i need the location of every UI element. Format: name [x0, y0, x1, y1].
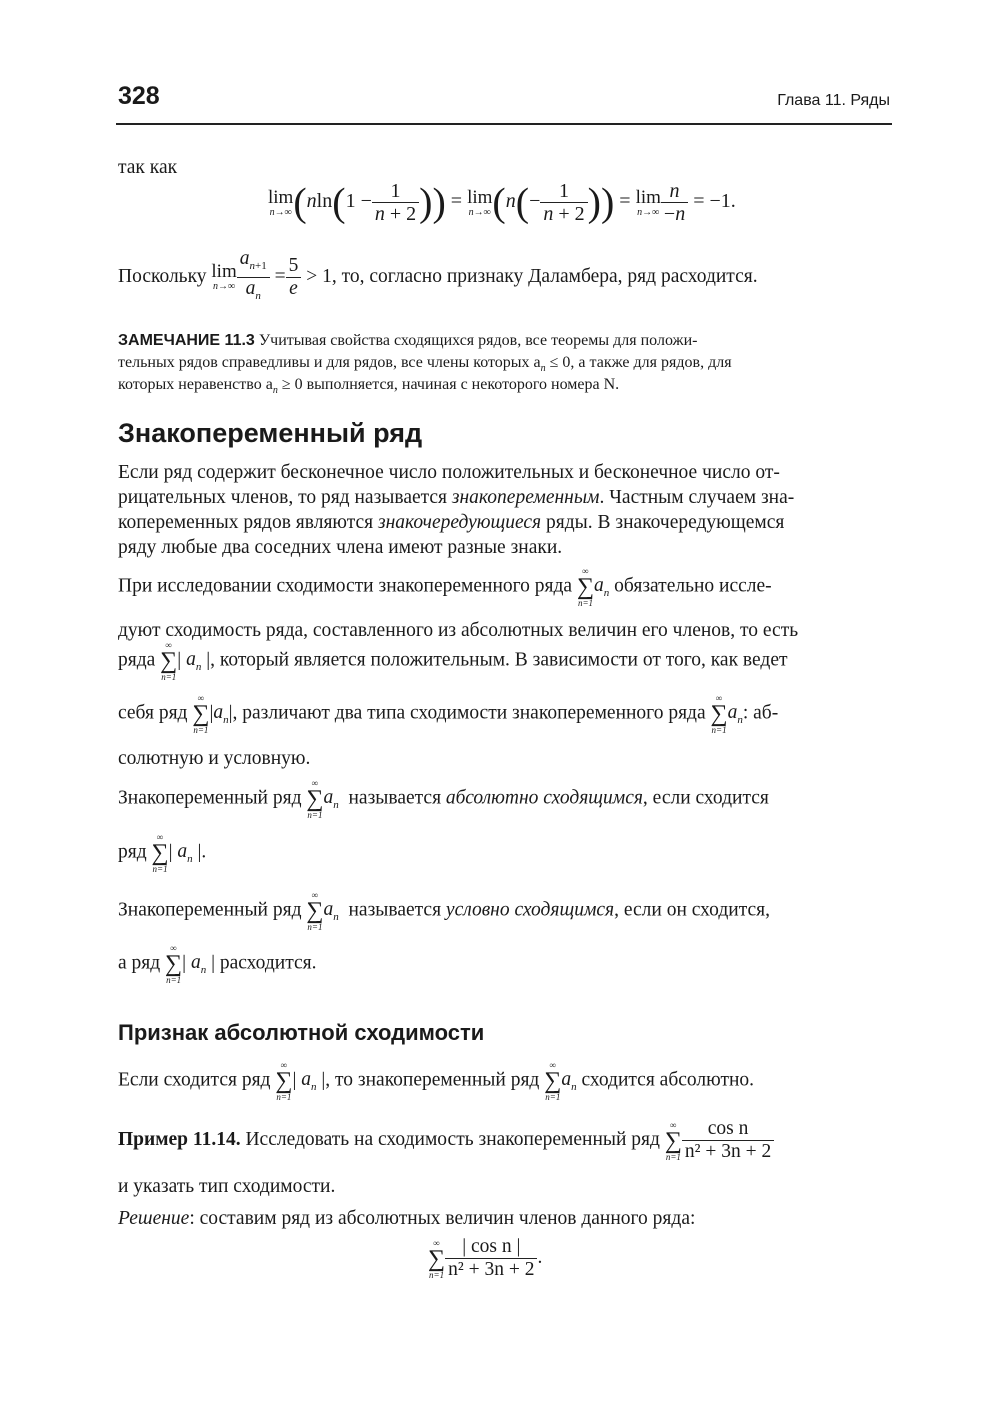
para4-line1: Знакопеременный ряд ∞ ∑ n=1 $a_n$ называется условно сходящимся, если он сходится, [118, 890, 770, 932]
header-rule [116, 123, 892, 125]
example-line1: Пример 11.14. Исследовать на сходимость знакопеременный ряд ∞ ∑ n=1 $\frac{\text{cos n}}{\text{n² + 3n + 2}}$ [118, 1118, 774, 1163]
solution-line: Решение: составим ряд из абсолютных величин членов данного ряда: [118, 1208, 696, 1229]
example-line2: и указать тип сходимости. [118, 1176, 336, 1197]
para2-line5: солютную и условную. [118, 748, 311, 769]
section-title-absolute-test: Признак абсолютной сходимости [118, 1020, 485, 1045]
so-since-text: так как [118, 157, 178, 178]
remark-line-3: которых неравенство $a_n \ge 0$ выполняется, начиная с некоторого номера N. [118, 376, 620, 397]
para3-line2: ряд ∞ ∑ n=1 | $a_n$ |. [118, 832, 207, 874]
limit-formula: lim n→∞ (nln(1 − $\frac{1}{n + 2}$ )) = lim n→∞ (n(− $\frac{1}{n + 2}$ )) = lim n→∞ $\frac{n}{-n}$ = −1. [268, 179, 736, 225]
para2-line1: При исследовании сходимости знакопеременного ряда ∞ ∑ n=1 $a_n$ обязательно иссле- [118, 566, 772, 608]
para1-line3: копеременных рядов являются знакочередующиеся ряды. В знакочередующемся [118, 512, 785, 533]
para2-line4: себя ряд ∞ ∑ n=1 $|a_n|$, различают два типа сходимости знакопеременного ряда ∞ ∑ n=1 $a_n$: аб- [118, 693, 779, 735]
para1-line4: ряду любые два соседних члена имеют разные знаки. [118, 537, 563, 558]
section-title-alternating: Знакопеременный ряд [118, 418, 423, 448]
example-label: Пример 11.14. [118, 1128, 241, 1150]
remark-line-1: ЗАМЕЧАНИЕ 11.3 Учитывая свойства сходящихся рядов, все теоремы для положи- [118, 332, 698, 349]
page-number: 328 [118, 82, 160, 110]
para2-line2: дуют сходимость ряда, составленного из абсолютных величин его членов, то есть [118, 620, 799, 641]
para4-line2: а ряд ∞ ∑ n=1 | $a_n$ | расходится. [118, 943, 317, 985]
chapter-title: Глава 11. Ряды [777, 92, 890, 109]
remark-label: ЗАМЕЧАНИЕ 11.3 [118, 332, 255, 349]
solution-formula: ∞ ∑ n=1 $\frac{\text{| cos n |}}{\text{n² + 3n + 2}}$ . [428, 1236, 543, 1280]
para2-line3: ряда ∞ ∑ n=1 | $a_n$ |, который является положительным. В зависимости от того, как ведет [118, 640, 788, 682]
absolute-test-line: Если сходится ряд ∞ ∑ n=1 | $a_n$ |, то знакопеременный ряд ∞ ∑ n=1 $a_n$ сходится абсолютно. [118, 1060, 755, 1102]
para3-line1: Знакопеременный ряд ∞ ∑ n=1 $a_n$ называется абсолютно сходящимся, если сходится [118, 778, 769, 820]
para1-line2: рицательных членов, то ряд называется знакопеременным. Частным случаем зна- [118, 487, 795, 508]
para1-line1: Если ряд содержит бесконечное число положительных и бесконечное число от- [118, 462, 780, 483]
dalembert-line: Поскольку lim n→∞ $\frac{a_{n+1}}{a_n}$ = $\frac{5}{e}$ > 1, то, согласно признаку Даламбера, ряд расходится. [118, 248, 758, 302]
remark-line-2: тельных рядов справедливы и для рядов, все члены которых $a_n \le 0$, а также для рядов, для [118, 354, 732, 375]
